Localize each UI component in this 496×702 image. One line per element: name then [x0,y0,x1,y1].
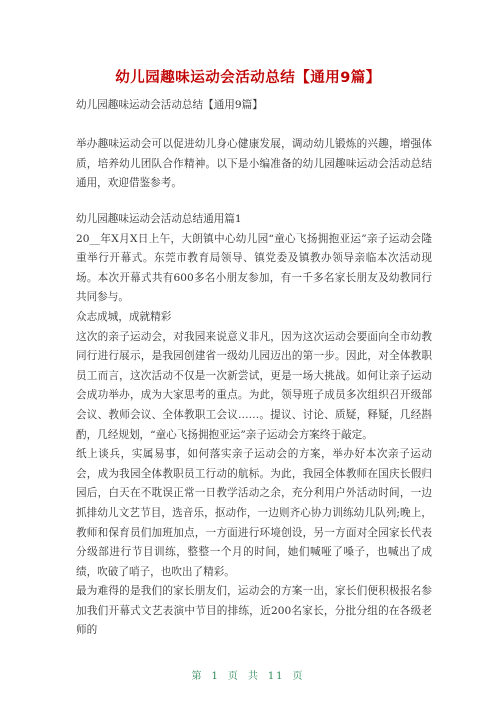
paragraph: 20__年X月X日上午，大朗镇中心幼儿园“童心飞扬拥抱亚运”亲子运动会隆重举行开幕式。东莞市教育局领导、镇党委及镇教办领导亲临本次活动现场。本次开幕式共有600多名小朋友参加，有一千多名家长朋友及幼教同行共同参与。 [76,232,432,304]
footer-page-unit: 页 [227,671,240,682]
footer-total-unit: 页 [292,671,305,682]
page-footer [0,667,496,682]
paragraph: 纸上谈兵，实属易事，如何落实亲子运动会的方案，举办好本次亲子运动会，成为我园全体教职员工行动的航标。为此，我园全体教师在国庆长假归园后，白天在不耽误正常一日教学活动之余，充分利用户外活动时间，一边抓排幼儿文艺节目，选音乐，抠动作，一边则齐心协力训练幼儿队列;晚上，教师和保育员们加班加点，一方面进行环境创设，另一方面对全园家长代表分级部进行节目训练，整整一个月的时间，她们喊哑了嗓子，也喊出了成绩，吹破了哨子，也吹出了精彩。 [76,448,432,578]
footer-page-label: 第 [191,671,204,682]
document-title: 幼儿园趣味运动会活动总结【通用9篇】 [115,70,381,86]
footer-current-page: 1 [211,671,220,682]
paragraph: 最为难得的是我们的家长朋友们，运动会的方案一出，家长们便积极报名参加我们开幕式文艺表演中节目的排练，近200名家长，分批分组的在各级老师的 [76,585,432,637]
paragraph-heading: 众志成城，成就精彩 [76,310,172,323]
paragraph: 这次的亲子运动会，对我园来说意义非凡，因为这次运动会要面向全市幼教同行进行展示，是我园创建省一级幼儿园迈出的第一步。因此，对全体教职员工而言，这次活动不仅是一次新尝试，更是一场大挑战。如何让亲子运动会成功举办，成为大家思考的重点。为此，领导班子成员多次组织召开级部会议、教师会议、全体教职工会议……。提议、讨论、质疑，释疑，几经斟酌，几经规划，“童心飞扬拥抱亚运”亲子运动会方案终于敲定。 [76,330,432,441]
document-subtitle: 幼儿园趣味运动会活动总结【通用9篇】 [76,99,263,111]
footer-total-label: 共 [247,671,260,682]
article-body [76,210,432,641]
footer-total-pages: 11 [267,671,285,682]
intro-paragraph: 举办趣味运动会可以促进幼儿身心健康发展，调动幼儿锻炼的兴趣，增强体质，培养幼儿团队合作精神。以下是小编准备的幼儿园趣味运动会活动总结通用，欢迎借鉴参考。 [76,138,432,190]
section-heading: 幼儿园趣味运动会活动总结通用篇1 [76,213,242,225]
